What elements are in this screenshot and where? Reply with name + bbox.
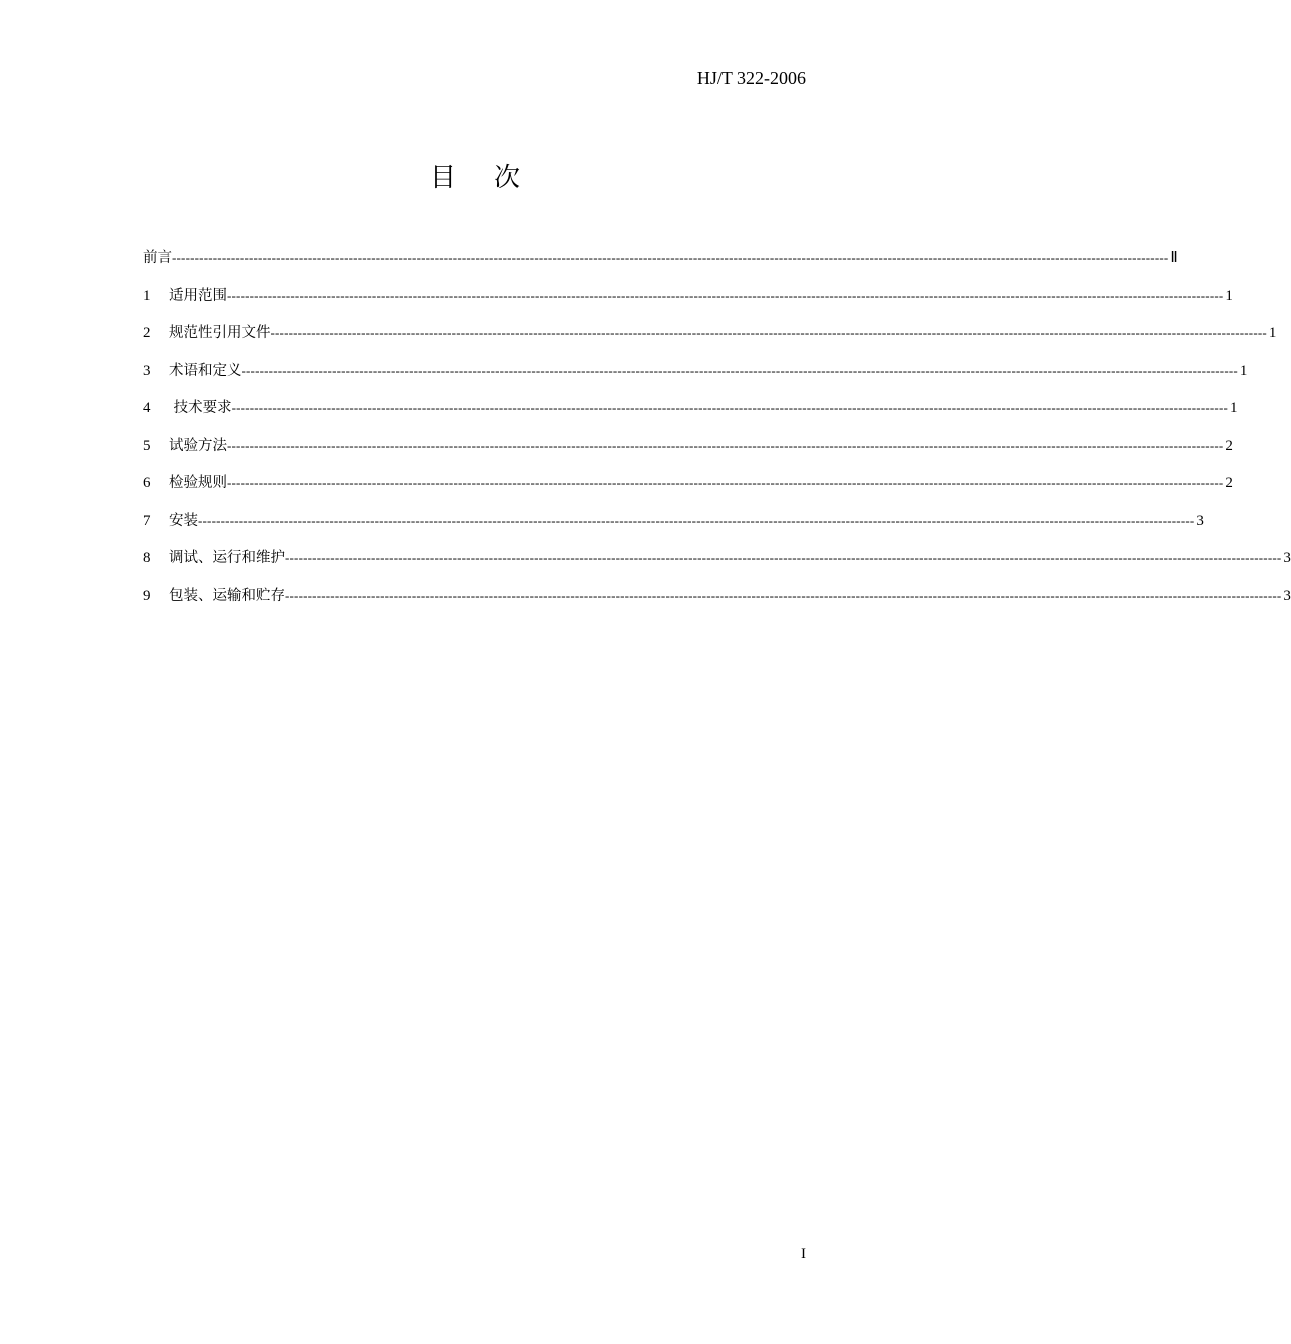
- toc-entry-title: 前言: [143, 250, 172, 266]
- toc-entry-title: 技术要求: [169, 400, 232, 416]
- dot-leader: ----------------------------------------------------------------------------------------------------------------------------------------------------------------------------------------------------------------------------: [285, 587, 1282, 603]
- toc-entry-2[interactable]: [143, 320, 1277, 358]
- toc-entry-preface[interactable]: [143, 245, 1178, 283]
- title-char-2: 次: [494, 163, 521, 193]
- dot-leader: ----------------------------------------------------------------------------------------------------------------------------------------------------------------------------------------------------------------------------: [198, 512, 1195, 528]
- dot-leader: ----------------------------------------------------------------------------------------------------------------------------------------------------------------------------------------------------------------------------: [285, 550, 1282, 565]
- toc-entry-9[interactable]: [143, 583, 1291, 621]
- toc-entry-title: 检验规则: [169, 475, 227, 491]
- toc-entry-3[interactable]: [143, 358, 1248, 396]
- toc-entry-page: 1: [1268, 325, 1277, 341]
- toc-entry-number: 2: [143, 325, 151, 341]
- dot-leader: ----------------------------------------------------------------------------------------------------------------------------------------------------------------------------------------------------------------------------: [172, 250, 1169, 265]
- page-title: [0, 160, 950, 196]
- toc-entry-4[interactable]: [143, 395, 1238, 433]
- toc-entry-title: 包装、运输和贮存: [169, 587, 285, 604]
- toc-entry-page: 1: [1230, 400, 1238, 416]
- toc-entry-title: 安装: [169, 512, 198, 529]
- toc-entry-title: 术语和定义: [169, 362, 242, 379]
- toc-entry-number: 7: [143, 512, 151, 529]
- toc-entry-page: 2: [1225, 475, 1233, 491]
- toc-entry-number: 6: [143, 475, 151, 491]
- toc-entry-number: 1: [143, 287, 151, 304]
- toc-entry-page: 1: [1239, 362, 1248, 379]
- toc-entry-title: 规范性引用文件: [169, 325, 271, 341]
- dot-leader: ----------------------------------------------------------------------------------------------------------------------------------------------------------------------------------------------------------------------------: [231, 400, 1229, 415]
- toc-entry-page: Ⅱ: [1170, 250, 1178, 266]
- toc-entry-title: 适用范围: [169, 287, 227, 304]
- standard-code: HJ/T 322-2006: [696, 68, 806, 88]
- toc-entry-page: 3: [1283, 550, 1291, 566]
- toc-entry-8[interactable]: [143, 545, 1291, 583]
- toc-entry-page: 1: [1225, 287, 1233, 304]
- page-number: I: [801, 1246, 806, 1262]
- table-of-contents: [143, 245, 1291, 620]
- toc-entry-number: 4: [143, 400, 151, 416]
- title-char-1: 目: [429, 163, 456, 193]
- toc-entry-number: 5: [143, 437, 151, 454]
- dot-leader: ----------------------------------------------------------------------------------------------------------------------------------------------------------------------------------------------------------------------------: [227, 437, 1224, 453]
- toc-entry-5[interactable]: [143, 433, 1233, 471]
- toc-entry-6[interactable]: [143, 470, 1233, 508]
- toc-entry-number: 9: [143, 587, 151, 604]
- dot-leader: ----------------------------------------------------------------------------------------------------------------------------------------------------------------------------------------------------------------------------: [227, 475, 1224, 490]
- toc-entry-page: 3: [1283, 587, 1291, 604]
- dot-leader: ----------------------------------------------------------------------------------------------------------------------------------------------------------------------------------------------------------------------------: [241, 362, 1238, 378]
- toc-entry-number: 3: [143, 362, 151, 379]
- toc-entry-title: 调试、运行和维护: [169, 550, 285, 566]
- toc-entry-7[interactable]: [143, 508, 1204, 546]
- toc-entry-page: 2: [1225, 437, 1233, 454]
- toc-entry-title: 试验方法: [169, 437, 227, 454]
- dot-leader: ----------------------------------------------------------------------------------------------------------------------------------------------------------------------------------------------------------------------------: [227, 287, 1224, 303]
- toc-entry-number: 8: [143, 550, 151, 566]
- dot-leader: ----------------------------------------------------------------------------------------------------------------------------------------------------------------------------------------------------------------------------: [270, 325, 1267, 340]
- toc-entry-page: 3: [1196, 512, 1204, 529]
- toc-entry-1[interactable]: [143, 283, 1233, 321]
